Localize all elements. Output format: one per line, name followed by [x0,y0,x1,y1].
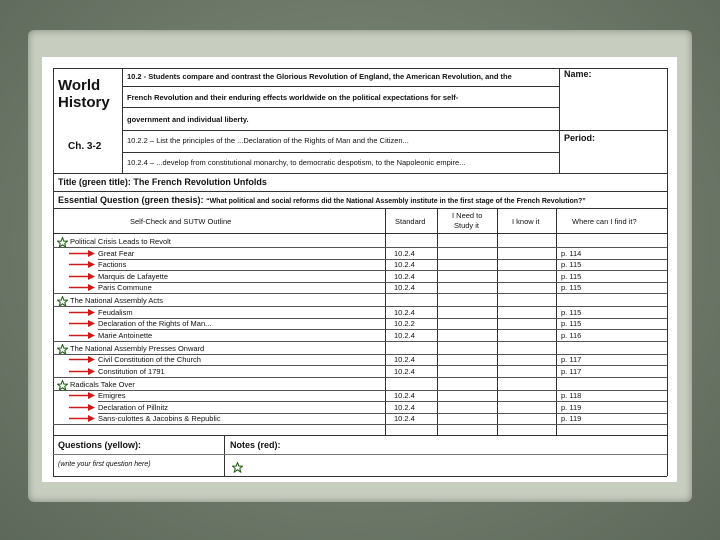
title-row [58,177,267,187]
red-arrow-icon [69,309,95,316]
col-outline: Self-Check and SUTW Outline [130,217,232,226]
know-it-checkbox[interactable] [498,329,556,341]
section-heading: The National Assembly Presses Onward [70,343,205,353]
questions-label: Questions (yellow): [58,440,142,450]
red-arrow-icon [69,284,95,291]
period-label: Period: [564,133,596,143]
need-to-study-checkbox[interactable] [438,318,496,330]
name-field[interactable] [560,83,666,129]
section-star-icon [57,342,68,353]
table-row-page: p. 115 [561,307,582,317]
table-row-label: Declaration of Pillnitz [98,402,169,412]
table-row-label: Sans-culottes & Jacobins & Republic [98,414,221,423]
table-row-page: p. 115 [561,271,582,281]
course-title-line2: History [58,94,110,111]
table-row-standard: 10.2.4 [394,391,415,400]
table-row-standard: 10.2.2 [394,319,415,328]
red-arrow-icon [69,356,95,363]
need-to-study-checkbox[interactable] [438,390,496,402]
table-row-page: p. 115 [561,283,582,292]
table-row-standard: 10.2.4 [394,307,415,317]
table-row-page: p. 117 [561,366,582,376]
col-where: Where can I find it? [572,217,637,226]
col-need-line1: I Need to [452,211,483,220]
table-row-label: Feudalism [98,307,133,317]
need-to-study-checkbox[interactable] [438,365,496,377]
red-arrow-icon [69,320,95,327]
need-to-study-checkbox[interactable] [438,306,496,318]
red-arrow-icon [69,250,95,257]
questions-hint: (write your first question here) [58,461,151,468]
col-standard: Standard [395,217,426,226]
section-star-icon [57,378,68,389]
title-label: Title (green title): [58,177,131,187]
need-to-study-checkbox[interactable] [438,270,496,282]
table-row-page: p. 117 [561,355,582,364]
red-arrow-icon [69,332,95,339]
table-row-page: p. 115 [561,260,582,269]
table-row-standard: 10.2.4 [394,271,415,281]
notes-label: Notes (red): [230,440,281,450]
table-row-label: Paris Commune [98,283,152,292]
table-row-label: Declaration of the Rights of Man... [98,319,212,328]
know-it-checkbox[interactable] [498,247,556,259]
know-it-checkbox[interactable] [498,390,556,402]
table-row-label: Marie Antoinette [98,330,153,340]
table-row-label: Factions [98,260,127,269]
worksheet [42,57,677,482]
know-it-checkbox[interactable] [498,413,556,425]
table-row-standard: 10.2.4 [394,260,415,269]
table-row-page: p. 115 [561,319,582,328]
standard-text-line3: government and individual liberty. [127,115,249,124]
essential-question-row [58,195,586,205]
table-row-standard: 10.2.4 [394,248,415,258]
section-heading: The National Assembly Acts [70,296,163,305]
red-arrow-icon [69,261,95,268]
section-star-icon [57,235,68,246]
table-row-label: Marquis de Lafayette [98,271,169,281]
need-to-study-checkbox[interactable] [438,401,496,413]
table-row-page: p. 119 [561,414,582,423]
table-row-label: Civil Constitution of the Church [98,355,201,364]
eq-label: Essential Question (green thesis): [58,195,204,205]
red-arrow-icon [69,404,95,411]
red-arrow-icon [69,273,95,280]
table-row-label: Emigres [98,391,126,400]
name-label: Name: [564,69,592,79]
substandard-10-2-4: 10.2.4 – ...develop from constitutional monarchy, to democratic despotism, to the Napoleonic empire... [127,158,466,167]
know-it-checkbox[interactable] [498,259,556,271]
section-heading: Political Crisis Leads to Revolt [70,237,171,246]
need-to-study-checkbox[interactable] [438,354,496,366]
table-row-page: p. 118 [561,391,582,400]
table-row-standard: 10.2.4 [394,402,415,412]
substandard-10-2-2: 10.2.2 – List the principles of the ...Declaration of the Rights of Man and the Citizen... [127,136,409,145]
course-title-line1: World [58,77,101,94]
know-it-checkbox[interactable] [498,401,556,413]
table-row-page: p. 114 [561,248,582,258]
eq-value: “What political and social reforms did the National Assembly institute in the first stage of the French Revolution?” [206,198,586,205]
red-arrow-icon [69,392,95,399]
red-arrow-icon [69,368,95,375]
section-star-icon [57,294,68,305]
standard-text-line1: 10.2 - Students compare and contrast the Glorious Revolution of England, the American Revolution, and the [127,72,512,81]
need-to-study-checkbox[interactable] [438,247,496,259]
period-field[interactable] [560,145,666,172]
know-it-checkbox[interactable] [498,354,556,366]
red-arrow-icon [69,415,95,422]
section-heading: Radicals Take Over [70,379,135,389]
need-to-study-checkbox[interactable] [438,282,496,294]
table-row-standard: 10.2.4 [394,414,415,423]
col-need-line2: Study it [454,221,480,230]
title-value: The French Revolution Unfolds [133,177,267,187]
know-it-checkbox[interactable] [498,270,556,282]
table-row-page: p. 116 [561,330,582,340]
need-to-study-checkbox[interactable] [438,413,496,425]
know-it-checkbox[interactable] [498,365,556,377]
table-row-standard: 10.2.4 [394,355,415,364]
need-to-study-checkbox[interactable] [438,259,496,271]
chapter-label: Ch. 3-2 [68,141,102,152]
know-it-checkbox[interactable] [498,306,556,318]
know-it-checkbox[interactable] [498,318,556,330]
need-to-study-checkbox[interactable] [438,329,496,341]
table-row-label: Constitution of 1791 [98,366,165,376]
know-it-checkbox[interactable] [498,282,556,294]
table-row-page: p. 119 [561,402,582,412]
table-row-label: Great Fear [98,248,135,258]
standard-text-line2: French Revolution and their enduring effects worldwide on the political expectations for self- [127,93,459,102]
col-know: I know it [512,217,540,226]
green-star-icon [232,460,243,471]
table-row-standard: 10.2.4 [394,330,415,340]
table-row-standard: 10.2.4 [394,366,415,376]
table-row-standard: 10.2.4 [394,283,415,292]
